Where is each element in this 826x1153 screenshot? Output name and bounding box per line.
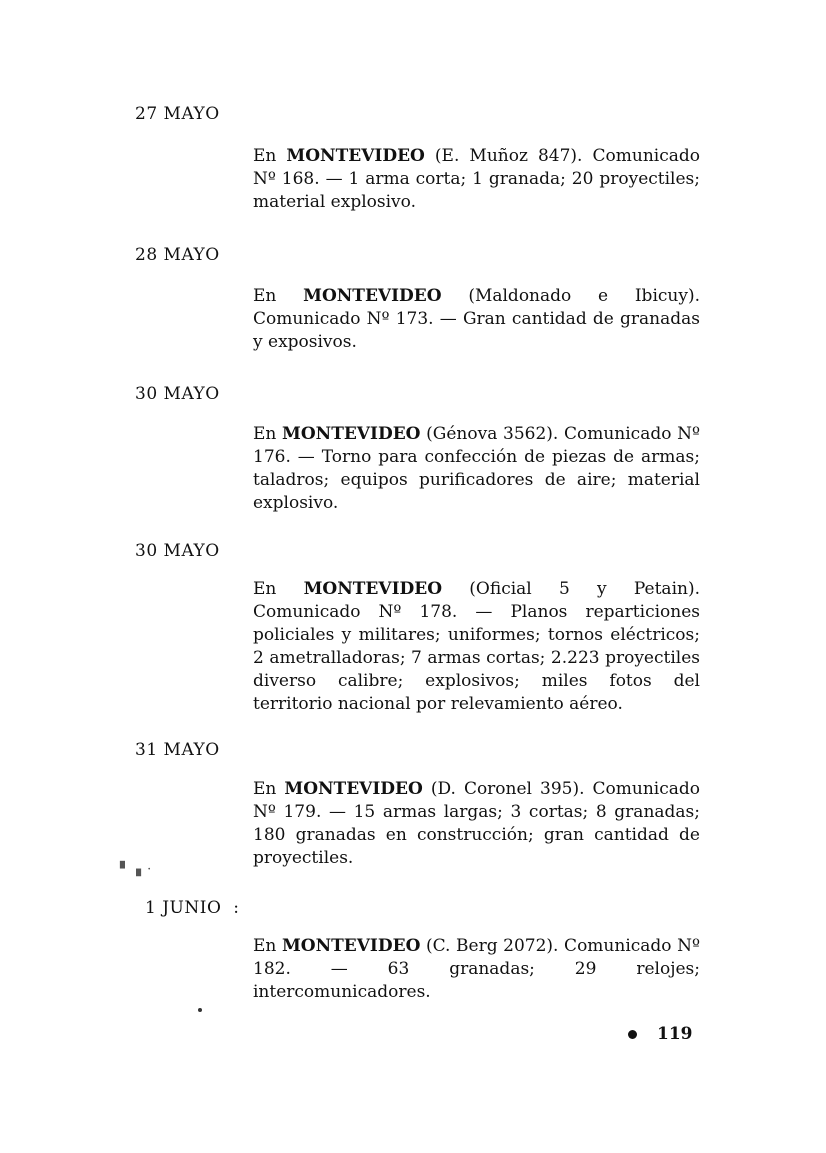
entry-city: MONTEVIDEO — [282, 424, 421, 444]
entry-prefix: En — [253, 286, 304, 306]
entry-date: 31 MAYO — [135, 740, 220, 760]
scan-dot — [198, 1008, 202, 1012]
entry-prefix: En — [253, 779, 285, 799]
entry-text — [253, 578, 700, 716]
entry-prefix: En — [253, 146, 287, 166]
entry-city: MONTEVIDEO — [284, 779, 423, 799]
entry-date: 28 MAYO — [135, 245, 220, 265]
entry-body: (Génova 3562). Comunicado Nº 176. — Torno para confección de piezas de armas; taladros; equipos purificadores de aire; material explosivo. — [253, 424, 700, 513]
entry-prefix: En — [253, 424, 283, 444]
entry-text — [253, 423, 700, 515]
entry-prefix: En — [253, 579, 304, 599]
entry-body: (Oficial 5 y Petain). Comunicado Nº 178. — Planos reparticiones policiales y militares; uniformes; tornos eléctricos; 2 ametralladoras; 7 armas cortas; 2.223 proyectiles diverso calibre; explosivos; miles fotos del territorio nacional por relevamiento aéreo. — [253, 579, 700, 714]
entry-body: (D. Coronel 395). Comunicado Nº 179. — 15 armas largas; 3 cortas; 8 granadas; 180 granadas en construcción; gran cantidad de proyectiles. — [253, 779, 700, 868]
entry-city: MONTEVIDEO — [303, 286, 442, 306]
entry-city: MONTEVIDEO — [303, 579, 443, 599]
entry-body: (E. Muñoz 847). Comunicado Nº 168. — 1 arma corta; 1 granada; 20 proyectiles; material explosivo. — [253, 146, 700, 212]
entry-date: 30 MAYO — [135, 541, 220, 561]
entry-text — [253, 778, 700, 870]
page-footer — [628, 1024, 693, 1044]
entry-text — [253, 145, 700, 214]
entry-prefix: En — [253, 936, 282, 956]
entry-city: MONTEVIDEO — [281, 936, 421, 956]
entry-date: 27 MAYO — [135, 104, 220, 124]
entry-city: MONTEVIDEO — [286, 146, 425, 166]
page-number: 119 — [657, 1024, 693, 1044]
entry-text — [253, 285, 700, 354]
entry-date: 1 JUNIO : — [145, 898, 240, 918]
entry-body: (Maldonado e Ibicuy). Comunicado Nº 173. — Gran cantidad de granadas y exposivos. — [253, 286, 700, 352]
entry-body: (C. Berg 2072). Comunicado Nº 182. — 63 granadas; 29 relojes; intercomunicadores. — [253, 936, 700, 1002]
scan-artifact: ▘▗ · — [120, 862, 153, 877]
entry-date: 30 MAYO — [135, 384, 220, 404]
entry-text — [253, 935, 700, 1004]
bullet-icon — [628, 1030, 637, 1039]
